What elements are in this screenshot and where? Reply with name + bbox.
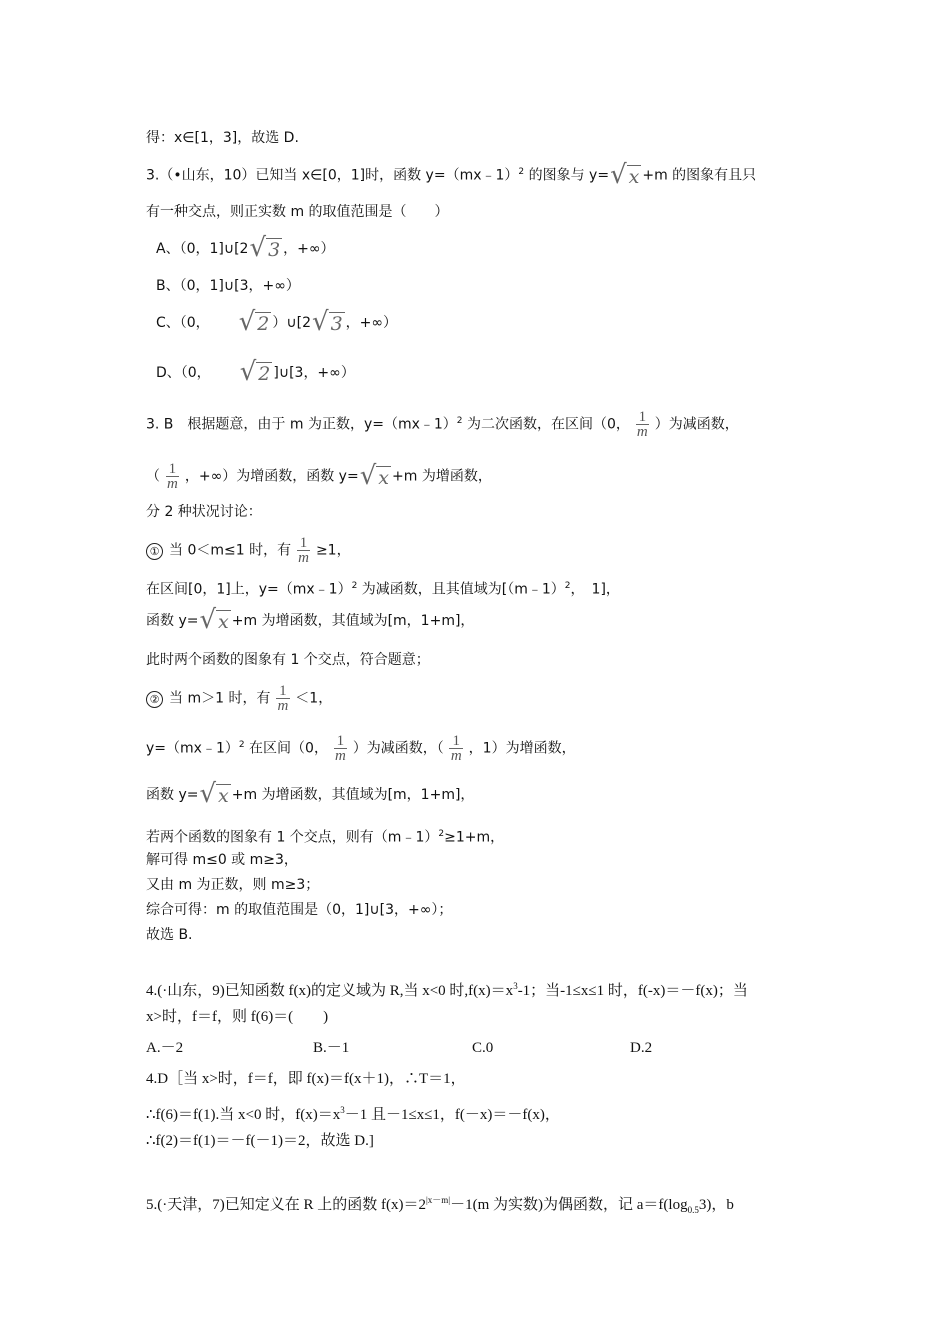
text: 5.(·天津，7)已知定义在 R 上的函数 f(x)＝2 bbox=[146, 1197, 426, 1213]
text: ）∪[2 bbox=[272, 315, 311, 331]
superscript: 3 bbox=[340, 1105, 345, 1115]
text: 在区间[0，1]上，y=（mx﹣1） bbox=[146, 581, 352, 598]
solution-line bbox=[146, 410, 739, 439]
text: x>时，f＝f，则 f(6)＝( ) bbox=[146, 1009, 329, 1025]
text: 4.(·山东，9)已知函数 f(x)的定义域为 R,当 x<0 时,f(x)＝x bbox=[146, 983, 514, 999]
text: －1(m 为实数)为偶函数，记 a＝f(log bbox=[450, 1197, 688, 1213]
text: ，+∞） bbox=[345, 315, 398, 331]
fraction-1-over-m: $\frac{1}{m}$ bbox=[636, 409, 648, 440]
text: 此时两个函数的图象有 1 个交点，符合题意； bbox=[146, 652, 430, 668]
text: 若两个函数的图象有 1 个交点，则有（m﹣1） bbox=[146, 829, 439, 846]
superscript: 2 bbox=[518, 167, 525, 177]
text: 得：x∈[1，3]，故选 D. bbox=[146, 130, 299, 146]
text: B、（0，1]∪[3，+∞） bbox=[156, 278, 300, 294]
solution-line bbox=[146, 824, 504, 848]
option-c: C.0 bbox=[472, 1040, 494, 1056]
text: ，+∞）为增函数，函数 y= bbox=[184, 468, 359, 485]
superscript: |x－m| bbox=[425, 1195, 451, 1205]
text: 为减函数，且其值域为[（m﹣1） bbox=[361, 581, 565, 598]
text-line bbox=[146, 128, 299, 148]
text: +m 的图象有且只 bbox=[642, 167, 757, 184]
text: 在区间（0， bbox=[249, 740, 328, 757]
text: 为二次函数，在区间（0， bbox=[466, 416, 630, 433]
option-a bbox=[156, 233, 335, 263]
text: ∴f(6)＝f(1).当 x<0 时，f(x)＝x bbox=[146, 1107, 341, 1123]
solution-line bbox=[146, 1100, 560, 1125]
fraction-1-over-m: $\frac{1}{m}$ bbox=[167, 461, 178, 492]
text: 解可得 m≤0 或 m≥3， bbox=[146, 852, 298, 868]
question-5-stem bbox=[146, 1190, 734, 1220]
text: -1；当-1≤x≤1 时，f(-x)＝－f(x)；当 bbox=[517, 983, 748, 999]
text: 3)，b bbox=[698, 1197, 734, 1213]
text: 函数 y= bbox=[146, 787, 199, 803]
solution-line bbox=[146, 462, 492, 491]
case-2 bbox=[146, 684, 332, 713]
sqrt-3: √ 3 bbox=[311, 307, 343, 337]
solution-line bbox=[146, 576, 620, 600]
option-d: D.2 bbox=[630, 1040, 653, 1056]
sqrt-x: √ x bbox=[610, 159, 640, 190]
solution-line bbox=[146, 734, 576, 763]
text: 故选 B. bbox=[146, 927, 193, 943]
option-b: B.－1 bbox=[313, 1040, 350, 1056]
solution-line bbox=[146, 875, 319, 895]
solution-line bbox=[146, 650, 430, 670]
text: ，1）为增函数， bbox=[468, 740, 576, 757]
superscript: 2 bbox=[564, 581, 571, 591]
sqrt-x: √ x bbox=[359, 460, 389, 491]
text: ， 1]， bbox=[570, 581, 620, 598]
text: ∴f(2)＝f(1)＝－f(－1)＝2，故选 D.] bbox=[146, 1133, 374, 1149]
fraction-1-over-m: $\frac{1}{m}$ bbox=[277, 683, 289, 714]
text: ]∪[3，+∞） bbox=[273, 365, 355, 381]
text: （ bbox=[146, 468, 160, 485]
text: C、（0， bbox=[156, 315, 210, 331]
solution-line bbox=[146, 502, 262, 522]
sqrt-2: √ 2 bbox=[238, 307, 270, 337]
option-d bbox=[156, 357, 355, 387]
text: ≥1， bbox=[315, 542, 351, 559]
question-3-stem bbox=[146, 159, 757, 190]
text: ≥1+m， bbox=[444, 829, 505, 846]
sqrt-2: √ 2 bbox=[239, 357, 271, 387]
fraction-1-over-m: $\frac{1}{m}$ bbox=[334, 733, 346, 764]
text: +m 为增函数，其值域为[m，1+m]， bbox=[231, 787, 475, 803]
text: ，+∞） bbox=[283, 241, 335, 257]
solution-line bbox=[146, 850, 298, 870]
solution-line bbox=[146, 1069, 466, 1089]
text: 有一种交点，则正实数 m 的取值范围是（ ） bbox=[146, 204, 449, 220]
question-3-stem-cont bbox=[146, 202, 449, 222]
text: +m 为增函数， bbox=[392, 468, 492, 485]
question-4-stem-cont bbox=[146, 1007, 328, 1027]
sqrt-3: √ 3 bbox=[249, 233, 281, 263]
circled-number: ① bbox=[146, 543, 163, 560]
solution-line bbox=[146, 1131, 374, 1151]
text: 的图象与 y= bbox=[528, 167, 610, 184]
circled-number: ② bbox=[146, 691, 163, 708]
text: y=（mx﹣1） bbox=[146, 740, 239, 757]
solution-line bbox=[146, 900, 452, 920]
subscript: 0.5 bbox=[687, 1205, 699, 1215]
text: 函数 y= bbox=[146, 613, 199, 629]
solution-line bbox=[146, 779, 475, 809]
text: ）为减函数， bbox=[654, 416, 739, 433]
text: ）为减函数，（ bbox=[352, 740, 444, 757]
text: －1 且－1≤x≤1，f(－x)＝－f(x)， bbox=[344, 1107, 560, 1123]
sqrt-x: √ x bbox=[199, 779, 229, 809]
text: D、（0， bbox=[156, 365, 211, 381]
text: +m 为增函数，其值域为[m，1+m]， bbox=[231, 613, 475, 629]
solution-line bbox=[146, 605, 475, 635]
superscript: 2 bbox=[238, 739, 245, 750]
superscript: 3 bbox=[513, 981, 518, 991]
text: 3. B 根据题意，由于 m 为正数，y=（mx﹣1） bbox=[146, 416, 457, 433]
sqrt-x: √ x bbox=[199, 605, 229, 635]
text: 3.（•山东，10）已知当 x∈[0，1]时，函数 y=（mx﹣1） bbox=[146, 167, 519, 184]
text: 当 0＜m≤1 时，有 bbox=[169, 542, 292, 559]
superscript: 2 bbox=[456, 415, 463, 426]
option-b bbox=[156, 276, 300, 296]
case-1 bbox=[146, 536, 351, 565]
fraction-1-over-m: $\frac{1}{m}$ bbox=[298, 535, 309, 566]
text: 综合可得：m 的取值范围是（0，1]∪[3，+∞）； bbox=[146, 902, 453, 918]
fraction-1-over-m: $\frac{1}{m}$ bbox=[450, 733, 462, 764]
question-4-stem bbox=[146, 976, 748, 1001]
text: 分 2 种状况讨论： bbox=[146, 504, 262, 520]
superscript: 2 bbox=[438, 829, 445, 839]
option-a: A.－2 bbox=[146, 1040, 184, 1056]
option-c bbox=[156, 307, 398, 337]
text: ＜1， bbox=[295, 690, 333, 707]
text: 又由 m 为正数，则 m≥3； bbox=[146, 877, 320, 893]
solution-line bbox=[146, 925, 193, 945]
text: 当 m＞1 时，有 bbox=[169, 690, 271, 707]
superscript: 2 bbox=[351, 581, 358, 591]
text: 4.D［当 x>时，f＝f，即 f(x)＝f(x＋1)，∴T＝1， bbox=[146, 1071, 466, 1087]
text: A、（0，1]∪[2 bbox=[156, 241, 249, 257]
